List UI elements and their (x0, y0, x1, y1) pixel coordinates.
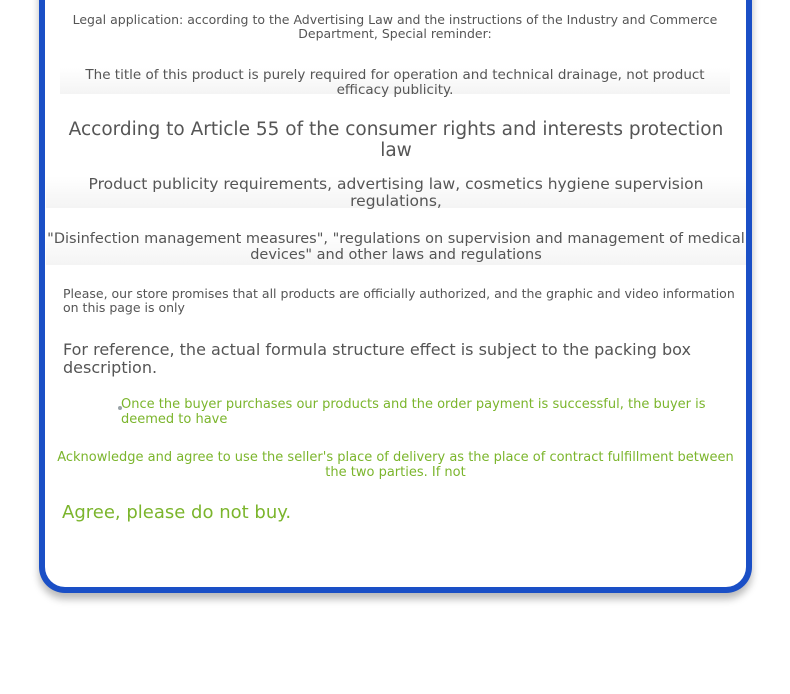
title-disclaimer-text: The title of this product is purely required for operation and technical drainage, not product efficacy publicity. (60, 68, 730, 94)
reference-text: For reference, the actual formula structure effect is subject to the packing box description. (63, 340, 691, 377)
regulations-text: "Disinfection management measures", "regulations on supervision and management of medical devices" and other laws and regulations (47, 231, 745, 264)
purchase-terms-text: Once the buyer purchases our products and the order payment is successful, the buyer is deemed to have (121, 397, 706, 427)
fulfillment-terms-text: Acknowledge and agree to use the seller's place of delivery as the place of contract fulfillment between the two parties. If not (57, 450, 734, 480)
article-55-text: According to Article 55 of the consumer rights and interests protection law (68, 119, 724, 161)
publicity-requirements-text: Product publicity requirements, advertising law, cosmetics hygiene supervision regulations, (46, 176, 746, 208)
do-not-buy-text: Agree, please do not buy. (62, 502, 292, 523)
authorization-text: Please, our store promises that all products are officially authorized, and the graphic and video information on this page is only (63, 286, 735, 315)
legal-intro-text: Legal application: according to the Advertising Law and the instructions of the Industry and Commerce Department, Special reminder: (72, 12, 718, 41)
